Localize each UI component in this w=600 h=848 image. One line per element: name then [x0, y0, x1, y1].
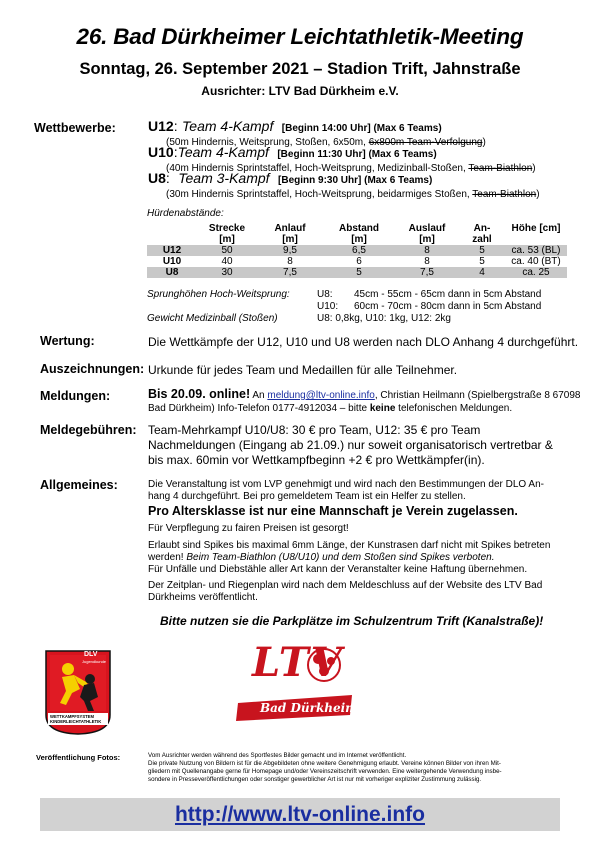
details-end: )	[482, 137, 486, 148]
table-row	[147, 256, 567, 267]
group-colon: :	[165, 170, 170, 186]
table-cell: 9,5	[257, 245, 323, 256]
ltv-logo	[232, 641, 360, 733]
p5-line: Der Zeitplan- und Riegenplan wird nach dem Meldeschluss auf der Website des LTV Bad	[148, 580, 543, 591]
dlv-sub-text: Jugendkunde	[82, 659, 107, 664]
details-struck: 6x800m Team-Verfolgung	[368, 137, 483, 148]
details-text: (30m Hindernis Sprintstaffel, Hoch-Weitsprung, beidarmiges Stoßen,	[166, 189, 473, 200]
group-start-info: [Beginn 9:30 Uhr] (Max 6 Teams)	[278, 175, 433, 186]
allgemeines-p4: Für Unfälle und Diebstähle aller Art kann der Veranstalter keine Haftung übernehmen.	[148, 564, 528, 575]
dlv-kinderleichtathletik-logo	[44, 649, 112, 735]
page-title: 26. Bad Dürkheimer Leichtathletik-Meeting	[76, 24, 524, 49]
column-header	[147, 223, 197, 245]
table-cell: 7,5	[395, 267, 459, 278]
competition-u8	[148, 170, 540, 201]
header-line2: [m]	[419, 234, 435, 245]
dlv-bottom-text	[50, 714, 101, 724]
deadline: Bis 20.09. online!	[148, 387, 251, 401]
fotos-line: sondere in Presseveröffentlichungen oder sonstiger gewerblicher Art ist nur mit vorheriger expliziter Zustimmung zulässig.	[148, 776, 482, 783]
table-row	[147, 245, 567, 256]
table-cell: 40	[221, 256, 233, 267]
organizer: Ausrichter: LTV Bad Dürkheim e.V.	[201, 84, 399, 98]
p3-line2	[148, 552, 550, 564]
wettbewerbe-label: Wettbewerbe:	[34, 121, 116, 135]
group-code: U12	[148, 118, 174, 134]
p1-line: Die Veranstaltung ist vom LVP genehmigt und wird nach den Bestimmungen der DLO An-	[148, 479, 544, 490]
fotos-line: Vom Ausrichter werden während des Sportfestes Bilder gemacht und im Internet veröffentlicht.	[148, 752, 407, 759]
email-link[interactable]: meldung@ltv-online.info	[267, 390, 375, 401]
p3-line: Erlaubt sind Spikes bis maximal 6mm Länge, der Kunstrasen darf nicht mit Spikes betreten	[148, 540, 551, 551]
allgemeines-p2: Für Verpflegung zu fairen Preisen ist gesorgt!	[148, 523, 349, 534]
header-line2: [m]	[351, 234, 367, 245]
group-code: U10	[148, 144, 174, 160]
table-cell: 50	[197, 245, 257, 256]
table-row	[147, 267, 567, 278]
table-cell: ca. 25	[505, 267, 567, 278]
table-cell: ca. 40 (BT)	[511, 256, 561, 267]
column-header	[257, 223, 323, 245]
fotos-line: Die private Nutzung von Bildern ist für die Abgebildeten ohne weitere Genehmigung erlaubt. Vereine können Bilder von ihren Mit-	[148, 760, 501, 767]
details-text: (50m Hindernis, Weitsprung, Stoßen, 6x50m,	[166, 137, 369, 148]
column-header	[323, 223, 395, 245]
details-end: )	[532, 163, 536, 174]
line2-bold: keine	[369, 403, 396, 414]
table-cell: U12	[147, 245, 197, 256]
table-cell: 5	[479, 256, 485, 267]
table-header-row	[147, 223, 567, 245]
heights-u8-text: 45cm - 55cm - 65cm dann in 5cm Abstand	[354, 289, 542, 300]
table-cell: 8	[424, 256, 430, 267]
table-cell: 8	[287, 256, 293, 267]
dlv-bottom-line: WETTKAMPFSYSTEM	[50, 714, 94, 719]
table-cell: 6	[356, 256, 362, 267]
header-line2: [m]	[219, 234, 235, 245]
table-cell: 7,5	[257, 267, 323, 278]
header-line2: [m]	[282, 234, 298, 245]
heights-u10-text: 60cm - 70cm - 80cm dann in 5cm Abstand	[354, 301, 542, 312]
gebuehren-label: Meldegebühren:	[40, 423, 137, 437]
p1-line: hang 4 durchgeführt. Bei pro gemeldetem Team ist ein Helfer zu stellen.	[148, 491, 466, 502]
details-struck: Team-Biathlon	[472, 189, 537, 200]
table-cell: 5	[459, 245, 505, 256]
group-details	[166, 189, 540, 201]
line2-end: telefonischen Meldungen.	[395, 403, 513, 414]
table-cell: 5	[323, 267, 395, 278]
gebuehren-line: bis max. 60min vor Wettkampfbeginn +2 € pro Wettkämpfer(in).	[148, 453, 485, 467]
column-header	[505, 223, 567, 245]
header-line1: Höhe [cm]	[511, 223, 561, 234]
line2-text: Bad Dürkheim) Info-Telefon 0177-4912034 – bitte	[148, 403, 370, 414]
an-text: An	[250, 390, 268, 401]
group-name: Team 3-Kampf	[178, 170, 270, 186]
heights-u8-code: U8:	[317, 289, 333, 300]
hurdles-table	[147, 223, 567, 278]
event-date-venue: Sonntag, 26. September 2021 – Stadion Trift, Jahnstraße	[79, 60, 521, 78]
p5-line: Dürkheims veröffentlicht.	[148, 592, 258, 603]
header-line1: Strecke	[208, 223, 246, 234]
auszeichnungen-text: Urkunde für jedes Team und Medaillen für alle Teilnehmer.	[148, 363, 458, 377]
column-header	[395, 223, 459, 245]
table-cell: ca. 53 (BL)	[505, 245, 567, 256]
allgemeines-p1	[148, 479, 544, 503]
medball-label: Gewicht Medizinball (Stoßen)	[147, 313, 278, 324]
heights-label: Sprunghöhen Hoch-Weitsprung:	[147, 289, 290, 300]
header-line1: An-	[473, 223, 491, 234]
allgemeines-p3	[148, 540, 550, 564]
allgemeines-label: Allgemeines:	[40, 478, 118, 492]
table-cell: 4	[459, 267, 505, 278]
wertung-label: Wertung:	[40, 334, 95, 348]
hurdles-table-wrap	[147, 223, 567, 278]
group-name: Team 4-Kampf	[182, 118, 274, 134]
details-struck: Team-Biathlon	[468, 163, 533, 174]
p3-text: werden!	[148, 552, 187, 563]
url-bar	[40, 798, 560, 831]
table-cell: U8	[147, 267, 197, 278]
group-start-info: [Beginn 11:30 Uhr] (Max 6 Teams)	[277, 149, 437, 160]
table-cell: U10	[162, 256, 182, 267]
fotos-label: Veröffentlichung Fotos:	[36, 753, 121, 762]
table-cell: 8	[395, 245, 459, 256]
auszeichnungen-label: Auszeichnungen:	[40, 362, 145, 376]
website-link[interactable]: http://www.ltv-online.info	[174, 803, 425, 826]
ltv-town: Bad Dürkheim	[260, 701, 358, 715]
gebuehren-text	[148, 423, 553, 468]
fotos-line: gliedern mit Quellenangabe gerne für Homepage und/oder Vereinszeitschrift verwenden. Eine weitergehende Verwendung insbe-	[148, 768, 502, 775]
meldungen-line1	[148, 387, 580, 403]
parking-note: Bitte nutzen sie die Parkplätze im Schulzentrum Trift (Kanalstraße)!	[160, 614, 544, 628]
header-line1: Auslauf	[408, 223, 446, 234]
table-cell: 30	[197, 267, 257, 278]
group-name: Team 4-Kampf	[177, 144, 269, 160]
medball-text: U8: 0,8kg, U10: 1kg, U12: 2kg	[317, 313, 451, 324]
details-end: )	[536, 189, 540, 200]
allgemeines-p5	[148, 580, 542, 604]
dlv-top-text: DLV	[84, 651, 98, 658]
gebuehren-line: Nachmeldungen (Eingang ab 21.09.) nur soweit organisatorisch vertretbar &	[148, 438, 553, 452]
group-start-info: [Beginn 14:00 Uhr] (Max 6 Teams)	[281, 123, 442, 134]
header-line1: Anlauf	[274, 223, 306, 234]
hurdles-caption: Hürdenabstände:	[147, 208, 224, 219]
wertung-text: Die Wettkämpfe der U12, U10 und U8 werden nach DLO Anhang 4 durchgeführt.	[148, 335, 579, 349]
p3-italic: Beim Team-Biathlon (U8/U10) und dem Stoßen sind Spikes verboten.	[186, 552, 495, 563]
column-header	[459, 223, 505, 245]
fotos-text	[148, 752, 502, 784]
table-cell: 6,5	[323, 245, 395, 256]
group-colon: :	[173, 118, 178, 134]
group-colon: :	[173, 144, 178, 160]
meldungen-line2	[148, 403, 512, 414]
column-header	[197, 223, 257, 245]
gebuehren-line: Team-Mehrkampf U10/U8: 30 € pro Team, U12: 35 € pro Team	[148, 423, 481, 437]
allgemeines-highlight: Pro Altersklasse ist nur eine Mannschaft je Verein zugelassen.	[148, 504, 518, 518]
heights-u10-code: U10:	[317, 301, 339, 312]
header-line2: zahl	[472, 234, 492, 245]
ltv-letters: LTV	[252, 639, 344, 686]
header-line1: Abstand	[339, 223, 379, 234]
dlv-bottom-line: KINDERLEICHTATHLETIK	[50, 719, 102, 724]
contact-text: , Christian Heilmann (Spielbergstraße 8 67098	[374, 390, 581, 401]
group-code: U8	[148, 170, 166, 186]
meldungen-label: Meldungen:	[40, 389, 111, 403]
details-text: (40m Hindernis Sprintstaffel, Hoch-Weitsprung, Medizinball-Stoßen,	[166, 163, 469, 174]
